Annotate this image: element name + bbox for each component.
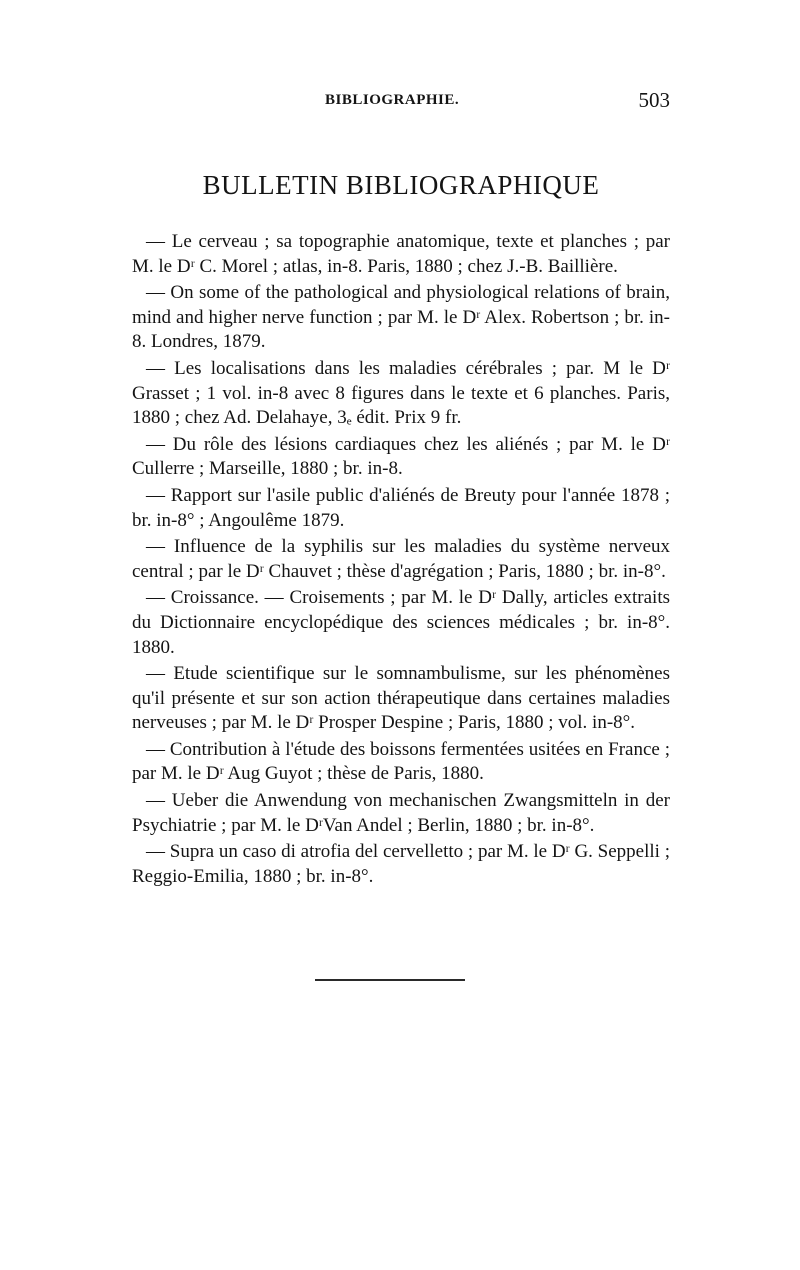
running-title: BIBLIOGRAPHIE. [325,92,460,108]
bibliography-entry: — Du rôle des lésions cardiaques chez les aliénés ; par M. le Dʳ Cullerre ; Marseille, 1880 ; br. in-8. [132,433,670,480]
bibliography-entry: — Influence de la syphilis sur les maladies du système nerveux central ; par le Dʳ Chauvet ; thèse d'agrégation ; Paris, 1880 ; br. in-8°. [132,536,670,582]
bibliography-list [132,230,670,891]
page-number: 503 [638,88,670,112]
section-title: BULLETIN BIBLIOGRAPHIQUE [202,170,600,200]
bibliography-entry: — Croissance. — Croisements ; par M. le Dʳ Dally, articles extraits du Dictionnaire encyclopédique des sciences médicales ; br. in-8°. 1880. [132,587,670,658]
bibliography-entry: — Rapport sur l'asile public d'aliénés de Breuty pour l'année 1878 ; br. in-8° ; Angoulême 1879. [132,484,670,531]
bibliography-entry: — Le cerveau ; sa topographie anatomique, texte et planches ; par M. le Dʳ C. Morel ; atlas, in-8. Paris, 1880 ; chez J.-B. Baillière. [132,231,670,277]
running-head [132,88,670,122]
end-rule [315,979,465,981]
bibliography-entry: — Ueber die Anwendung von mechanischen Zwangsmitteln in der Psychiatrie ; par M. le DʳVan Andel ; Berlin, 1880 ; br. in-8°. [132,790,670,836]
bibliography-entry: — Etude scientifique sur le somnambulisme, sur les phénomènes qu'il présente et sur son action thérapeutique dans certaines maladies nerveuses ; par M. le Dʳ Prosper Despine ; Paris, 1880 ; vol. in-8°. [132,663,670,734]
bibliography-entry: — Les localisations dans les maladies cérébrales ; par. M le Dʳ Grasset ; 1 vol. in-8 avec 8 figures dans le texte et 6 planches. Paris, 1880 ; chez Ad. Delahaye, 3ₑ édit. Prix 9 fr. [132,357,670,429]
bibliography-entry: — On some of the pathological and physiological relations of brain, mind and higher nerve function ; par M. le Dʳ Alex. Robertson ; br. in-8. Londres, 1879. [132,282,670,353]
bibliography-entry: — Contribution à l'étude des boissons fermentées usitées en France ; par M. le Dʳ Aug Guyot ; thèse de Paris, 1880. [132,738,670,785]
bibliography-entry: — Supra un caso di atrofia del cervelletto ; par M. le Dʳ G. Seppelli ; Reggio-Emilia, 1880 ; br. in-8°. [132,841,670,887]
